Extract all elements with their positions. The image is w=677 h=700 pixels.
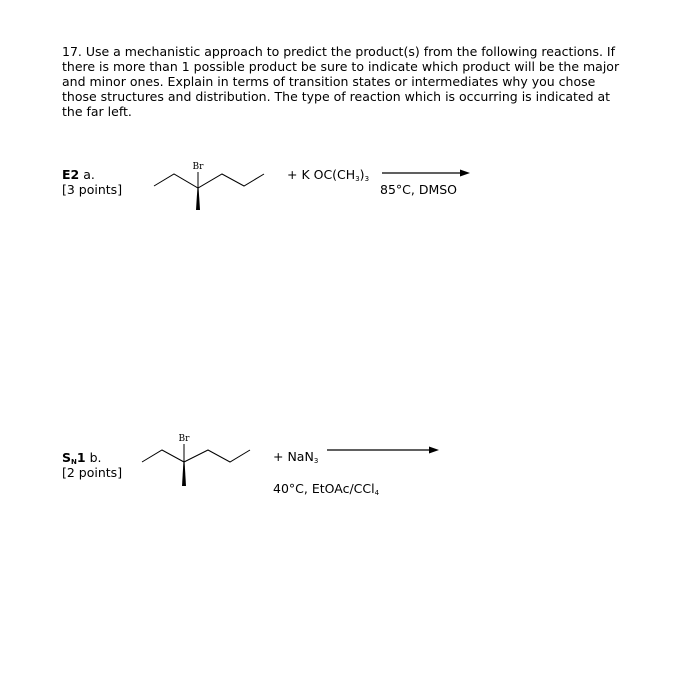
reaction-b-substituent: Br <box>178 434 190 444</box>
reaction-b-reagent-sub1: 3 <box>313 457 319 465</box>
reaction-a-label <box>62 167 122 197</box>
reaction-b-wedge-bond <box>182 462 186 486</box>
reaction-a-type: E2 <box>62 167 80 182</box>
reaction-a-heading <box>62 167 122 182</box>
reaction-a-arrow <box>382 168 472 178</box>
reaction-b-skeleton <box>142 450 250 462</box>
reaction-b-type: $S_N1$ <box>62 450 86 466</box>
reaction-b-reagent <box>273 449 318 464</box>
question-text: 17. Use a mechanistic approach to predict the product(s) from the following reactions. If there is more than 1 possible product be sure to indicate which product will be the major and minor ones. Explain in terms of transition states or intermediates why you chose those structures and distribution. The type of reaction which is occurring is indicated at the far left. <box>62 44 620 119</box>
reaction-a-points: [3 points] <box>62 182 123 197</box>
reaction-a-reagent-text: + K OC(CH <box>287 167 356 182</box>
reaction-b-conditions-sub1: 4 <box>374 489 380 497</box>
reaction-a-reagent-sub1: 3 <box>355 175 360 183</box>
reaction-b-arrow <box>327 445 442 455</box>
reaction-a-wedge-bond <box>196 188 200 210</box>
reaction-b-structure <box>138 430 258 492</box>
reaction-a-part: a. <box>83 167 95 182</box>
reaction-a-structure <box>150 158 270 218</box>
reaction-b-heading <box>62 450 122 465</box>
reaction-a-substituent: Br <box>192 162 204 172</box>
reaction-a-reagent-mid: ) <box>359 167 365 182</box>
reaction-b-label <box>62 450 122 480</box>
reaction-b-part: b. <box>89 450 102 465</box>
reaction-b-points: [2 points] <box>62 465 123 480</box>
reaction-a-conditions: 85°C, DMSO <box>380 182 458 197</box>
reaction-a-reagent <box>287 167 369 182</box>
reaction-a-reagent-sub2: 3 <box>364 175 370 183</box>
reaction-a-skeleton <box>154 174 264 188</box>
reaction-b-reagent-text: + NaN <box>273 449 314 464</box>
reaction-b-conditions-text: 40°C, EtOAc/CCl <box>273 481 375 496</box>
reaction-b-conditions <box>273 481 379 496</box>
